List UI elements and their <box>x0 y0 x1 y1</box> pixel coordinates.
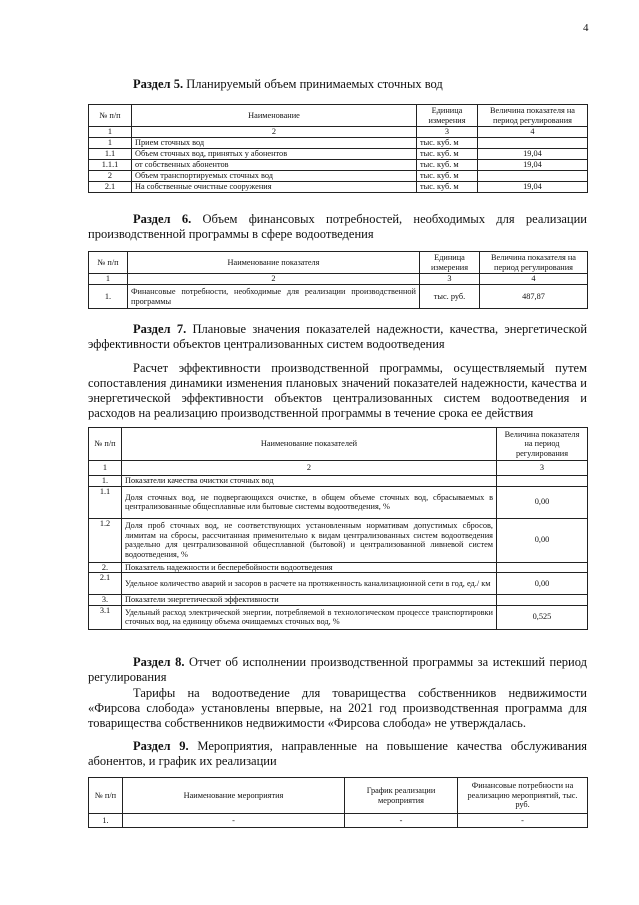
row-num: 1.1.1 <box>89 159 132 170</box>
row-name: Доля сточных вод, не подвергающихся очистке, в общем объеме сточных вод, сбрасываемых в централизованные общесплавные или бытовые системы водоотведения, % <box>122 486 497 518</box>
header-number: 2 <box>122 461 497 476</box>
row-value: 0,00 <box>497 486 588 518</box>
row-name: Показатель надежности и бесперебойности водоотведения <box>122 562 497 573</box>
header-num: № п/п <box>89 252 128 274</box>
row-unit: тыс. куб. м <box>417 148 478 159</box>
header-value: Величина показателя на период регулирования <box>497 428 588 461</box>
row-schedule: - <box>345 814 458 828</box>
section5-table <box>88 104 588 193</box>
header-number: 2 <box>132 127 417 138</box>
row-value: 19,04 <box>478 181 588 192</box>
section8-paragraph: Тарифы на водоотведение для товарищества собственников недвижимости «Фирсова слобода» установлены впервые, на 2021 год производственная программа для товарищества собственников недвижимости «Фирсова слобода» не утверждалась. <box>88 686 587 730</box>
section5-heading <box>133 77 443 92</box>
section9-label: Раздел 9. <box>133 739 189 753</box>
row-num: 2 <box>89 170 132 181</box>
row-num: 1. <box>89 814 123 828</box>
header-num: № п/п <box>89 778 123 814</box>
header-value: Величина показателя на период регулирования <box>480 252 588 274</box>
table-header-row <box>89 252 588 274</box>
table-row <box>89 137 588 148</box>
section7-table <box>88 427 588 630</box>
table-header-row <box>89 428 588 461</box>
row-value: 0,525 <box>497 605 588 629</box>
header-number: 1 <box>89 461 122 476</box>
header-finance: Финансовые потребности на реализацию мероприятий, тыс. руб. <box>458 778 588 814</box>
table-row <box>89 148 588 159</box>
row-name: от собственных абонентов <box>132 159 417 170</box>
header-num: № п/п <box>89 428 122 461</box>
row-num: 1. <box>89 285 128 309</box>
row-value: 19,04 <box>478 148 588 159</box>
row-num: 3.1 <box>89 605 122 629</box>
row-name: Показатели энергетической эффективности <box>122 595 497 606</box>
section8-label: Раздел 8. <box>133 655 185 669</box>
header-numbers-row <box>89 127 588 138</box>
header-numbers-row <box>89 274 588 285</box>
row-num: 2. <box>89 562 122 573</box>
table-header-row <box>89 778 588 814</box>
section7-paragraph: Расчет эффективности производственной программы, осуществляемый путем сопоставления динамики изменения плановых значений показателей надежности, качества и энергетической эффективности объектов централизованных систем водоотведения и расходов на реализацию производственной программы в течение срока ее действия <box>88 361 587 420</box>
section7-title: Плановые значения показателей надежности, качества, энергетической эффективности объектов централизованных систем водоотведения <box>88 322 588 351</box>
section8-heading <box>88 655 587 685</box>
table-row <box>89 573 588 595</box>
row-num: 2.1 <box>89 573 122 595</box>
section7-label: Раздел 7. <box>133 322 187 336</box>
row-unit: тыс. куб. м <box>417 170 478 181</box>
row-value <box>497 595 588 606</box>
header-unit: Единица измерения <box>417 105 478 127</box>
row-num: 3. <box>89 595 122 606</box>
row-unit: тыс. руб. <box>420 285 480 309</box>
row-name: Прием сточных вод <box>132 137 417 148</box>
header-number: 4 <box>480 274 588 285</box>
header-name: Наименование показателей <box>122 428 497 461</box>
section7-heading <box>88 322 587 352</box>
row-value <box>478 137 588 148</box>
row-name: Объем транспортируемых сточных вод <box>132 170 417 181</box>
row-value: 19,04 <box>478 159 588 170</box>
section9-heading <box>88 739 587 769</box>
row-num: 1.1 <box>89 148 132 159</box>
header-numbers-row <box>89 461 588 476</box>
row-name: Удельное количество аварий и засоров в расчете на протяженность канализационной сети в год, ед./ км <box>122 573 497 595</box>
section6-label: Раздел 6. <box>133 212 192 226</box>
table-row <box>89 518 588 562</box>
table-row <box>89 170 588 181</box>
section8-title: Отчет об исполнении производственной программы за истекший период регулирования <box>88 655 587 684</box>
header-number: 4 <box>478 127 588 138</box>
row-unit: тыс. куб. м <box>417 137 478 148</box>
table-row <box>89 814 588 828</box>
row-name: Удельный расход электрической энергии, потребляемой в технологическом процессе транспортировки сточных вод, на единицу объема очищаемых сточных вод, % <box>122 605 497 629</box>
section9-table <box>88 777 588 828</box>
row-name: Доля проб сточных вод, не соответствующих установленным нормативам допустимых сбросов, лимитам на сбросы, рассчитанная применительно к видам централизованных систем водоотведения раздельно для централизованной общесплавной (бытовой) и централизованной ливневой систем водоотведения, % <box>122 518 497 562</box>
table-header-row <box>89 105 588 127</box>
table-row <box>89 595 588 606</box>
section5-label: Раздел 5. <box>133 77 184 91</box>
row-finance: - <box>458 814 588 828</box>
row-value: 0,00 <box>497 573 588 595</box>
section9-title: Мероприятия, направленные на повышение качества обслуживания абонентов, и график их реализации <box>88 739 588 768</box>
row-value <box>478 170 588 181</box>
row-value <box>497 476 588 487</box>
page-number: 4 <box>583 22 589 34</box>
section6-title: Объем финансовых потребностей, необходимых для реализации производственной программы в сфере водоотведения <box>88 212 587 241</box>
table-row <box>89 605 588 629</box>
row-name: На собственные очистные сооружения <box>132 181 417 192</box>
header-name: Наименование мероприятия <box>123 778 345 814</box>
table-row <box>89 285 588 309</box>
row-num: 1 <box>89 137 132 148</box>
table-row <box>89 476 588 487</box>
header-name: Наименование показателя <box>128 252 420 274</box>
row-num: 1.1 <box>89 486 122 518</box>
section6-table <box>88 251 588 309</box>
row-name: Объем сточных вод, принятых у абонентов <box>132 148 417 159</box>
row-num: 1. <box>89 476 122 487</box>
row-num: 2.1 <box>89 181 132 192</box>
row-value: 0,00 <box>497 518 588 562</box>
header-value: Величина показателя на период регулирования <box>478 105 588 127</box>
table-row <box>89 486 588 518</box>
table-row <box>89 181 588 192</box>
row-name: Финансовые потребности, необходимые для реализации производственной программы <box>128 285 420 309</box>
row-num: 1.2 <box>89 518 122 562</box>
header-num: № п/п <box>89 105 132 127</box>
section6-heading <box>88 212 587 242</box>
row-name: - <box>123 814 345 828</box>
header-number: 3 <box>417 127 478 138</box>
header-number: 3 <box>420 274 480 285</box>
header-number: 1 <box>89 274 128 285</box>
header-unit: Единица измерения <box>420 252 480 274</box>
row-value: 487,87 <box>480 285 588 309</box>
row-unit: тыс. куб. м <box>417 181 478 192</box>
table-row <box>89 159 588 170</box>
row-unit: тыс. куб. м <box>417 159 478 170</box>
header-number: 3 <box>497 461 588 476</box>
row-name: Показатели качества очистки сточных вод <box>122 476 497 487</box>
header-name: Наименование <box>132 105 417 127</box>
header-number: 1 <box>89 127 132 138</box>
section5-title: Планируемый объем принимаемых сточных вод <box>186 77 443 91</box>
row-value <box>497 562 588 573</box>
table-row <box>89 562 588 573</box>
header-schedule: График реализации мероприятия <box>345 778 458 814</box>
header-number: 2 <box>128 274 420 285</box>
